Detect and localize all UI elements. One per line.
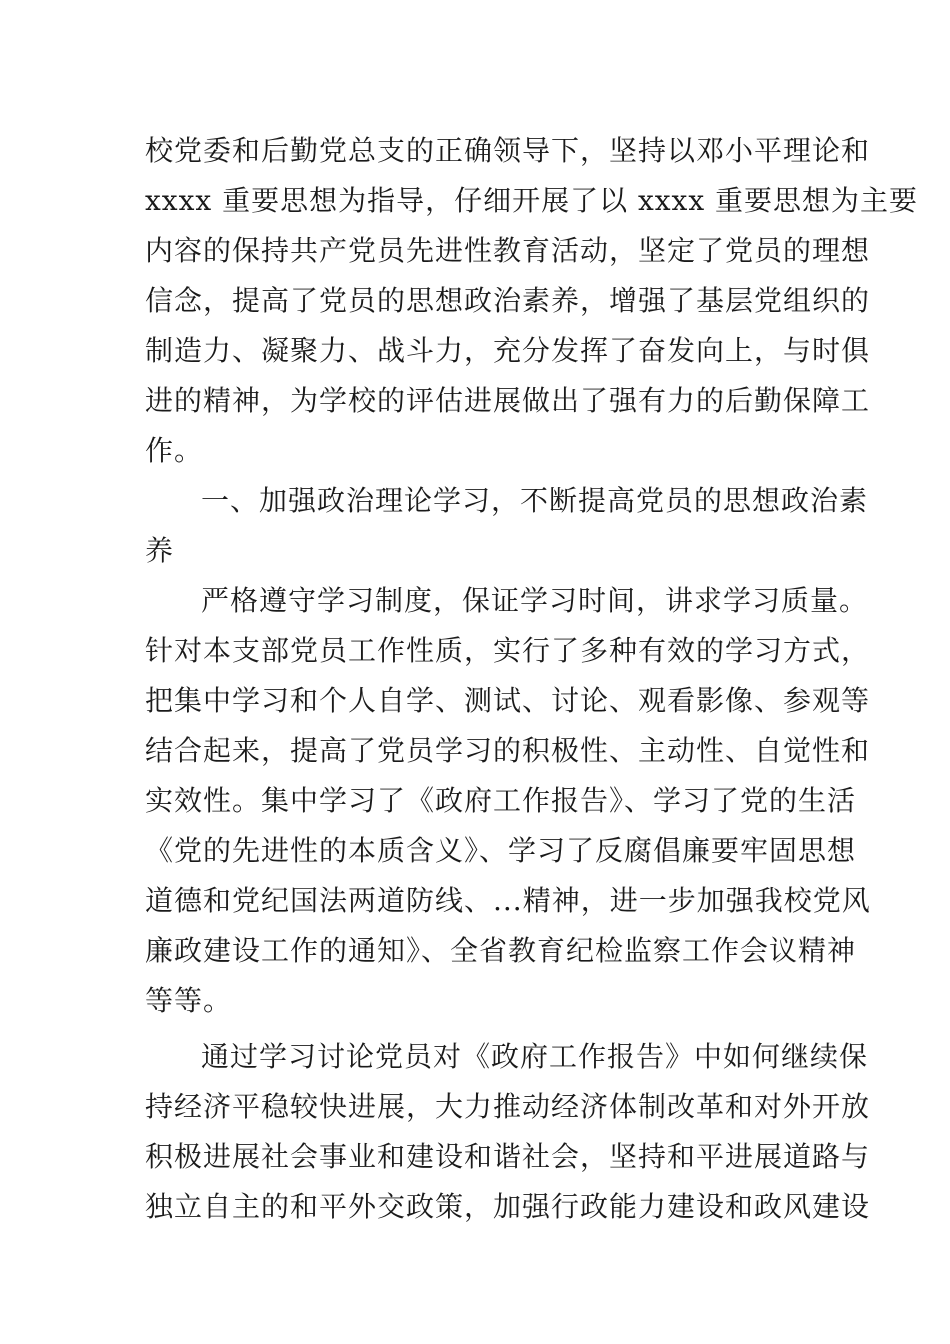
text-line: 廉政建设工作的通知》、全省教育纪检监察工作会议精神 xyxy=(145,934,857,967)
text-line: 结合起来，提高了党员学习的积极性、主动性、自觉性和 xyxy=(145,734,871,767)
paragraph xyxy=(145,576,871,1026)
paragraph xyxy=(145,126,919,476)
text-line: 《党的先进性的本质含义》、学习了反腐倡廉要牢固思想 xyxy=(145,834,857,867)
section-heading xyxy=(145,476,869,576)
text-line: 针对本支部党员工作性质，实行了多种有效的学习方式， xyxy=(145,634,871,667)
text-line: 制造力、凝聚力、战斗力，充分发挥了奋发向上，与时俱 xyxy=(145,334,871,367)
text-line: 严格遵守学习制度，保证学习时间，讲求学习质量。 xyxy=(201,584,869,617)
text-line: 积极进展社会事业和建设和谐社会，坚持和平进展道路与 xyxy=(145,1140,871,1173)
text-line: 把集中学习和个人自学、测试、讨论、观看影像、参观等 xyxy=(145,684,871,717)
text-line: 道德和党纪国法两道防线、...精神，进一步加强我校党风 xyxy=(145,884,871,917)
paragraph xyxy=(145,1032,871,1232)
text-line: 内容的保持共产党员先进性教育活动，坚定了党员的理想 xyxy=(145,234,871,267)
text-line: 信念，提高了党员的思想政治素养，增强了基层党组织的 xyxy=(145,284,871,317)
text-line: 等等。 xyxy=(145,984,233,1017)
text-line: 进的精神，为学校的评估进展做出了强有力的后勤保障工 xyxy=(145,384,871,417)
text-line: xxxx 重要思想为指导，仔细开展了以 xxxx 重要思想为主要 xyxy=(145,184,919,217)
text-line: 通过学习讨论党员对《政府工作报告》中如何继续保 xyxy=(201,1040,869,1073)
text-line: 实效性。集中学习了《政府工作报告》、学习了党的生活 xyxy=(145,784,857,817)
text-line: 独立自主的和平外交政策，加强行政能力建设和政风建设 xyxy=(145,1190,871,1223)
text-line: 校党委和后勤党总支的正确领导下，坚持以邓小平理论和 xyxy=(145,134,871,167)
text-line: 持经济平稳较快进展，大力推动经济体制改革和对外开放 xyxy=(145,1090,871,1123)
text-line: 养 xyxy=(145,534,175,567)
text-line: 作。 xyxy=(145,434,204,467)
document-body xyxy=(145,126,919,1232)
text-line: 一、加强政治理论学习，不断提高党员的思想政治素 xyxy=(201,484,869,517)
